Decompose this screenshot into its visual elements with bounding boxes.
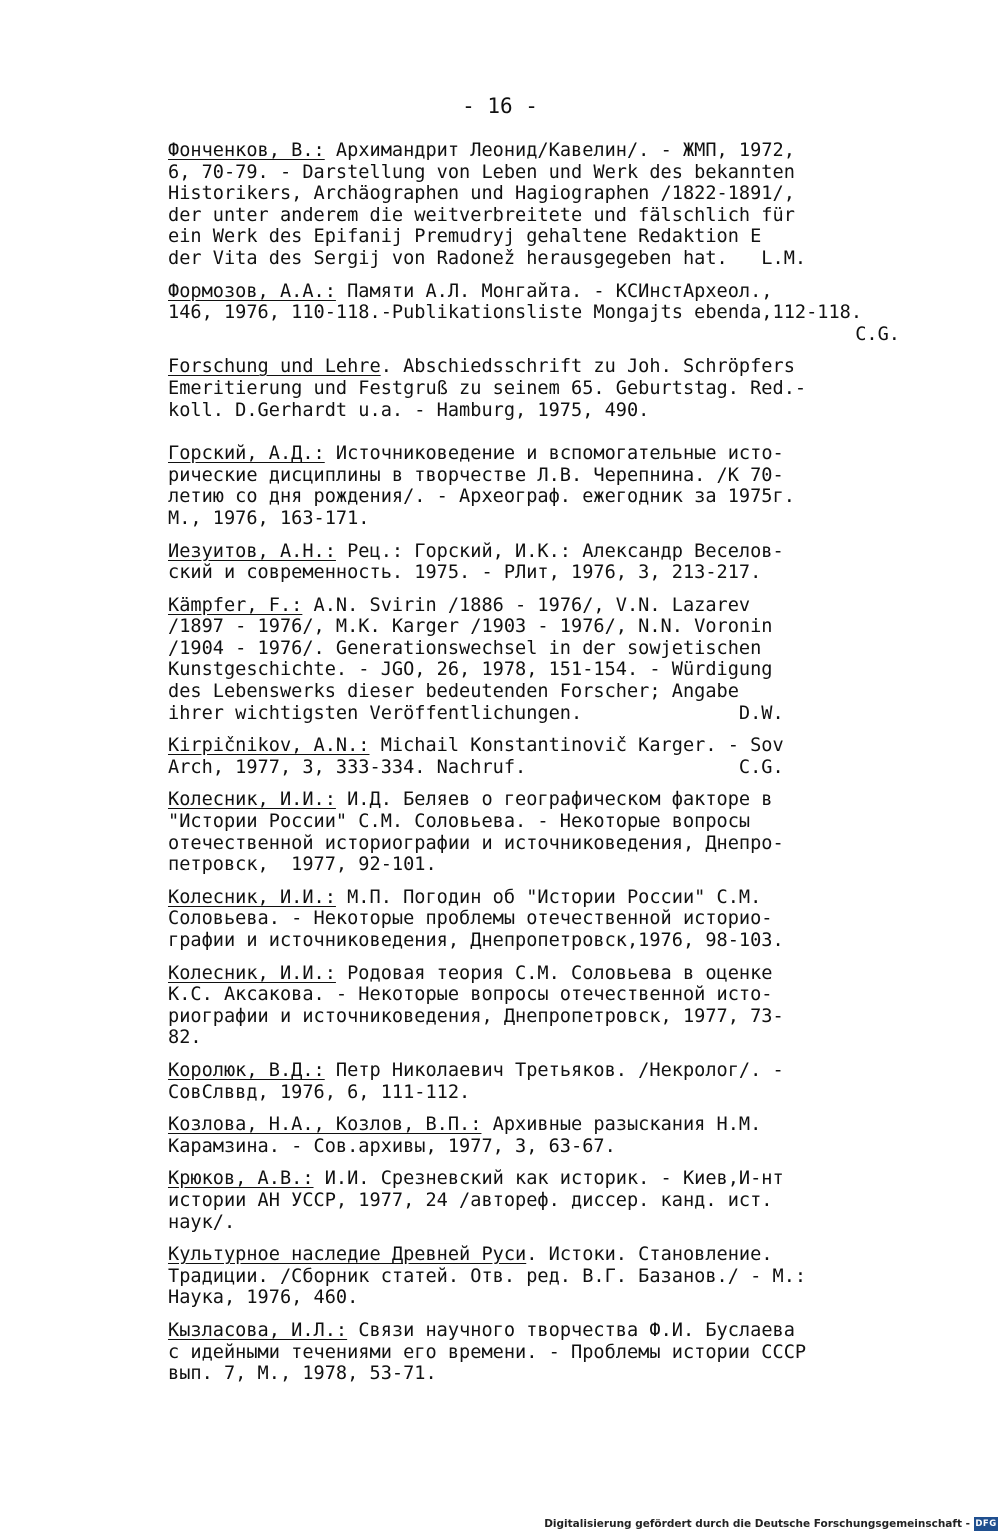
entry-author: Формозов, А.А.:: [168, 280, 336, 302]
entry-text: Наука, 1976, 460.: [168, 1287, 359, 1309]
bibliography-entry: [168, 541, 908, 584]
entry-author: Крюков, А.В.:: [168, 1168, 314, 1190]
entry-line: [168, 1006, 908, 1028]
entry-line: [168, 595, 908, 617]
entry-text: петровск, 1977, 92-101.: [168, 854, 437, 876]
bibliography-list: [168, 140, 908, 1396]
entry-text: летию со дня рождения/. - Археограф. ежегодник за 1975г.: [168, 486, 795, 508]
entry-text: с идейными течениями его времени. - Проблемы истории СССР: [168, 1341, 807, 1363]
bibliography-entry: [168, 356, 908, 421]
entry-text: Архивные разыскания Н.М.: [481, 1114, 762, 1136]
entry-line: [168, 400, 908, 422]
entry-text: Родовая теория С.М. Соловьева в оценке: [335, 962, 773, 984]
entry-author: Кызласова, И.Л.:: [168, 1319, 348, 1341]
entry-line: [168, 486, 908, 508]
bibliography-entry: [168, 281, 908, 346]
entry-line: [168, 508, 908, 530]
entry-author: Колесник, И.И.:: [168, 886, 336, 908]
entry-line: [168, 908, 908, 930]
entry-text: Связи научного творчества Ф.И. Буслаева: [347, 1319, 795, 1341]
entry-text: ein Werk des Epifanij Premudryj gehaltene Redaktion E: [168, 226, 762, 248]
entry-author: Колесник, И.И.:: [168, 789, 336, 811]
entry-text: Emeritierung und Festgruß zu seinem 65. Geburtstag. Red.-: [168, 377, 807, 399]
entry-line: [168, 984, 908, 1006]
entry-line: [168, 1212, 908, 1234]
entry-text: Петр Николаевич Третьяков. /Некролог/. -: [324, 1059, 784, 1081]
entry-author: Kämpfer, F.:: [168, 594, 303, 616]
entry-line: [168, 562, 908, 584]
entry-line: [168, 1114, 908, 1136]
entry-text: риографии и источниковедения, Днепропетровск, 1977, 73-: [168, 1005, 784, 1027]
entry-text: Соловьева. - Некоторые проблемы отечественной историо-: [168, 908, 773, 930]
entry-line: [168, 1363, 908, 1385]
entry-author: Королюк, В.Д.:: [168, 1059, 325, 1081]
entry-text: . Истоки. Становление.: [526, 1244, 773, 1266]
bibliography-entry: [168, 140, 908, 270]
entry-text: koll. D.Gerhardt u.a. - Hamburg, 1975, 490.: [168, 399, 650, 421]
bibliography-entry: [168, 1114, 908, 1157]
entry-text: Карамзина. - Сов.архивы, 1977, 3, 63-67.: [168, 1135, 616, 1157]
entry-text: И.Д. Беляев о географическом факторе в: [335, 789, 773, 811]
entry-text: Historikers, Archäographen und Hagiographen /1822-1891/,: [168, 183, 795, 205]
entry-text: Источниковедение и вспомогательные исто-: [324, 443, 784, 465]
entry-line: [168, 887, 908, 909]
entry-line: [168, 659, 908, 681]
entry-text: 82.: [168, 1027, 202, 1049]
entry-line: [168, 205, 908, 227]
entry-line: [168, 930, 908, 952]
entry-line: [168, 302, 908, 324]
entry-line: [168, 833, 908, 855]
entry-line: [168, 443, 908, 465]
entry-text: A.N. Svirin /1886 - 1976/, V.N. Lazarev: [302, 594, 751, 616]
digitization-credit: [544, 1513, 998, 1535]
bibliography-entry: [168, 789, 908, 875]
entry-text: отечественной историографии и источниковедения, Днепро-: [168, 832, 784, 854]
entry-text: Arch, 1977, 3, 333-334. Nachruf. C.G.: [168, 756, 784, 778]
bibliography-entry: [168, 887, 908, 952]
entry-text: наук/.: [168, 1211, 236, 1233]
bibliography-entry: [168, 963, 908, 1049]
entry-author: Forschung und Lehre: [168, 356, 381, 378]
entry-line: [168, 324, 908, 346]
entry-line: [168, 1342, 908, 1364]
entry-text: "Истории России" С.М. Соловьева. - Некоторые вопросы: [168, 811, 751, 833]
credit-text: Digitalisierung gefördert durch die Deutsche Forschungsgemeinschaft -: [544, 1518, 970, 1530]
entry-text: вып. 7, М., 1978, 53-71.: [168, 1363, 437, 1385]
entry-line: [168, 789, 908, 811]
entry-line: [168, 1287, 908, 1309]
entry-line: [168, 183, 908, 205]
bibliography-entry: [168, 595, 908, 725]
entry-text: М.П. Погодин об "Истории России" С.М.: [335, 886, 762, 908]
entry-text: СовСлввд, 1976, 6, 111-112.: [168, 1081, 471, 1103]
entry-line: [168, 465, 908, 487]
entry-line: [168, 356, 908, 378]
entry-line: [168, 1082, 908, 1104]
entry-text: 146, 1976, 110-118.-Publikationsliste Mongajts ebenda,112-118.: [168, 302, 863, 324]
entry-text: Kunstgeschichte. - JGO, 26, 1978, 151-154. - Würdigung: [168, 659, 773, 681]
entry-text: графии и источниковедения, Днепропетровск,1976, 98-103.: [168, 930, 784, 951]
entry-line: [168, 226, 908, 248]
entry-text: Рец.: Горский, И.К.: Александр Веселов-: [335, 540, 784, 562]
entry-line: [168, 281, 908, 303]
entry-text: C.G.: [855, 323, 900, 345]
entry-line: [168, 811, 908, 833]
entry-line: [168, 1320, 908, 1342]
page-number: - 16 -: [462, 94, 538, 118]
bibliography-entry: [168, 1320, 908, 1385]
entry-author: Козлова, Н.А., Козлов, В.П.:: [168, 1114, 482, 1136]
entry-line: [168, 1060, 908, 1082]
entry-text: истории АН УССР, 1977, 24 /автореф. диссер. канд. ист.: [168, 1189, 773, 1211]
entry-line: [168, 681, 908, 703]
entry-text: К.С. Аксакова. - Некоторые вопросы отечественной исто-: [168, 984, 773, 1006]
entry-line: [168, 1136, 908, 1158]
bibliography-entry: [168, 735, 908, 778]
entry-text: des Lebenswerks dieser bedeutenden Forscher; Angabe: [168, 681, 739, 703]
entry-text: Michail Konstantinovič Karger. - Sov: [369, 735, 784, 757]
entry-line: [168, 1027, 908, 1049]
entry-line: [168, 616, 908, 638]
bibliography-entry: [168, 443, 908, 529]
entry-line: [168, 248, 908, 270]
entry-text: /1897 - 1976/, M.K. Karger /1903 - 1976/, N.N. Voronin: [168, 616, 773, 638]
bibliography-entry: [168, 1244, 908, 1309]
entry-line: [168, 703, 908, 725]
bibliography-entry: [168, 1168, 908, 1233]
entry-author: Иезуитов, А.Н.:: [168, 540, 336, 562]
entry-author: Kirpičnikov, A.N.:: [168, 735, 370, 757]
dfg-logo: DFG: [975, 1519, 997, 1529]
bibliography-entry: [168, 1060, 908, 1103]
entry-line: [168, 854, 908, 876]
entry-line: [168, 162, 908, 184]
entry-line: [168, 1168, 908, 1190]
entry-text: ihrer wichtigsten Veröffentlichungen. D.W.: [168, 702, 784, 724]
entry-author: Горский, А.Д.:: [168, 443, 325, 465]
entry-line: [168, 1244, 908, 1266]
entry-line: [168, 638, 908, 660]
entry-text: 6, 70-79. - Darstellung von Leben und Werk des bekannten: [168, 161, 795, 183]
entry-text: /1904 - 1976/. Generationswechsel in der sowjetischen: [168, 637, 762, 659]
entry-text: der Vita des Sergij von Radonež herausgegeben hat. L.M.: [168, 247, 807, 269]
entry-text: Памяти А.Л. Монгайта. - КСИнстАрхеол.,: [335, 280, 773, 302]
entry-text: . Abschiedsschrift zu Joh. Schröpfers: [380, 356, 795, 378]
entry-line: [168, 378, 908, 400]
entry-text: ский и современность. 1975. - РЛит, 1976, 3, 213-217.: [168, 562, 762, 584]
entry-line: [168, 1190, 908, 1212]
entry-line: [168, 963, 908, 985]
entry-text: Архимандрит Леонид/Кавелин/. - ЖМП, 1972,: [324, 140, 795, 161]
entry-line: [168, 140, 908, 162]
entry-text: И.И. Срезневский как историк. - Киев,И-нт: [313, 1168, 784, 1190]
entry-text: рические дисциплины в творчестве Л.В. Черепнина. /К 70-: [168, 464, 784, 486]
entry-author: Фонченков, В.:: [168, 140, 325, 161]
entry-line: [168, 541, 908, 563]
entry-line: [168, 757, 908, 779]
entry-text: der unter anderem die weitverbreitete und fälschlich für: [168, 204, 795, 226]
entry-text: М., 1976, 163-171.: [168, 507, 370, 529]
entry-text: Традиции. /Сборник статей. Отв. ред. В.Г. Базанов./ - М.:: [168, 1265, 807, 1287]
entry-line: [168, 1266, 908, 1288]
entry-author: Культурное наследие Древней Руси: [168, 1244, 527, 1266]
entry-line: [168, 735, 908, 757]
entry-author: Колесник, И.И.:: [168, 962, 336, 984]
